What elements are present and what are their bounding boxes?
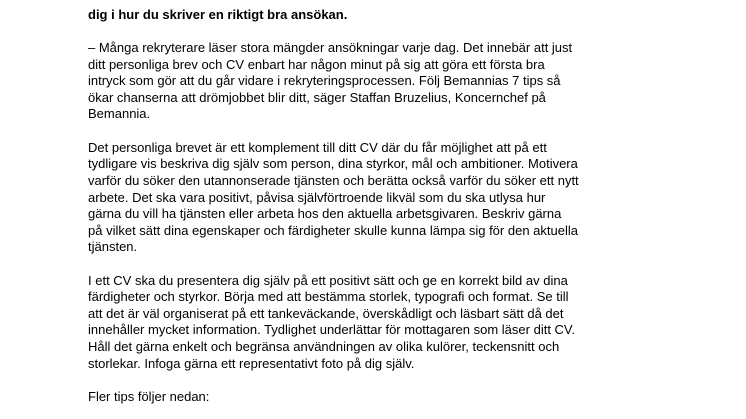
paragraph-personal-letter: Det personliga brevet är ett komplement till ditt CV där du får möjlighet att på ett tydligare vis beskriva dig själv som person, dina styrkor, mål och ambitioner. Motivera varför du söker den utannonserade tjänsten och berätta också varför du söker ett nytt arbete. Det ska vara positivt, påvisa självförtroende likväl som du ska utlysa hur gärna du vill ha tjänsten eller arbeta hos den aktuella arbetsgivaren. Beskriv gärna på vilket sätt dina egenskaper och färdigheter skulle kunna lämpa sig för den aktuella tjänsten. xyxy=(88,139,579,255)
document-page xyxy=(88,0,688,406)
paragraph-spacer xyxy=(88,372,688,389)
intro-bold-text: dig i hur du skriver en riktigt bra ansökan. xyxy=(88,6,348,22)
paragraph-spacer xyxy=(88,23,688,40)
paragraph-spacer xyxy=(88,256,688,273)
paragraph-cv: I ett CV ska du presentera dig själv på ett positivt sätt och ge en korrekt bild av dina färdigheter och styrkor. Börja med att bestämma storlek, typografi och format. Se till att det är väl organiserat på ett tankeväckande, överskådligt och läsbart sätt då det innehåller mycket information. Tydlighet underlättar för mottagaren som läser ditt CV. Håll det gärna enkelt och begränsa användningen av olika kulörer, teckensnitt och storlekar. Infoga gärna ett representativt foto på dig själv. xyxy=(88,272,576,371)
paragraph-spacer xyxy=(88,123,688,140)
paragraph-recruiters: – Många rekryterare läser stora mängder ansökningar varje dag. Det innebär att just ditt personliga brev och CV enbart har någon minut på sig att göra ett första bra intryck som gör att du går vidare i rekryteringsprocessen. Följ Bemannias 7 tips så ökar chanserna att drömjobbet blir ditt, säger Staffan Bruzelius, Koncernchef på Bemannia. xyxy=(88,39,573,122)
paragraph-more-tips: Fler tips följer nedan: xyxy=(88,389,210,405)
